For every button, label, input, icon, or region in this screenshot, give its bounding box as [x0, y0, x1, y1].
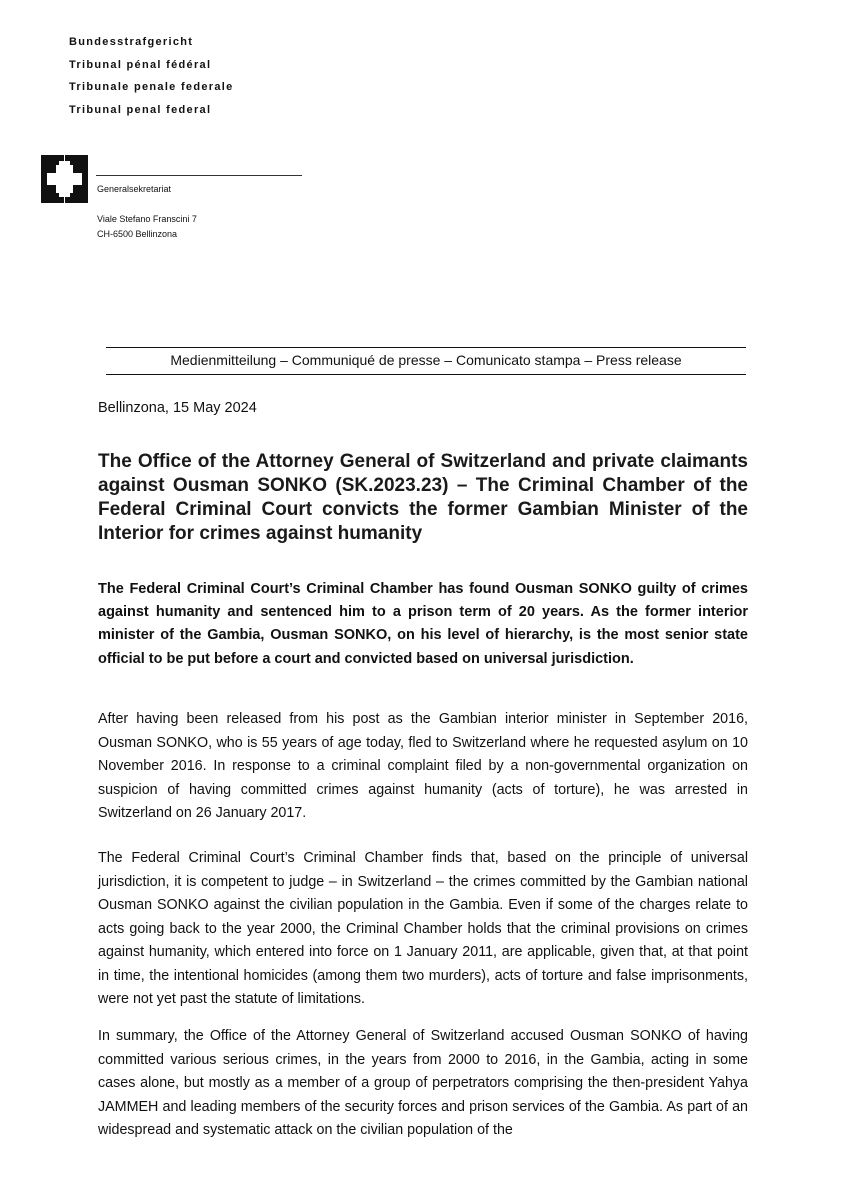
court-name-it: Tribunale penale federale: [69, 81, 234, 93]
court-name-de: Bundesstrafgericht: [69, 36, 194, 48]
press-bar-bottom-rule: [106, 374, 746, 375]
body-paragraph: After having been released from his post as the Gambian interior minister in September 2016, Ousman SONKO, who is 55 years of age today, fled to Switzerland where he requested asylum on 10 November 2016. In response to a criminal complaint filed by a non-governmental organization on suspicion of having committed crimes against humanity (acts of torture), he was arrested in Switzerland on 26 January 2017.: [98, 711, 748, 821]
header-divider: [96, 175, 302, 176]
press-bar-top-rule: [106, 347, 746, 348]
department-name: Generalsekretariat: [97, 184, 172, 194]
swiss-cross-logo-icon: [41, 155, 88, 203]
headline: The Office of the Attorney General of Switzerland and private claimants against Ousman SONKO (SK.2023.23) – The Criminal Chamber of the Federal Criminal Court convicts the former Gambian Minister of the Interior for crimes against humanity: [98, 451, 748, 544]
address-city: CH-6500 Bellinzona: [97, 228, 178, 239]
address-block: [97, 212, 197, 241]
court-name-rm: Tribunal penal federal: [69, 103, 212, 116]
lead-paragraph: The Federal Criminal Court’s Criminal Chamber has found Ousman SONKO guilty of crimes against humanity and sentenced him to a prison term of 20 years. As the former interior minister of the Gambia, Ousman SONKO, on his level of hierarchy, is the most senior state official to be put before a court and convicted based on universal jurisdiction.: [98, 581, 748, 667]
court-names: [69, 31, 234, 121]
address-street: Viale Stefano Franscini 7: [97, 214, 197, 224]
body-paragraph: The Federal Criminal Court’s Criminal Chamber finds that, based on the principle of universal jurisdiction, it is competent to judge – in Switzerland – the crimes committed by the Gambian national Ousman SONKO against the civilian population in the Gambia. Even if some of the charges relate to acts going back to the year 2000, the Criminal Chamber holds that the criminal provisions on crimes against humanity, which entered into force on 1 January 2011, are applicable, given that, at that point in time, the intentional homicides (among them two murders), acts of torture and false imprisonments, were not yet past the statute of limitations.: [98, 850, 748, 1007]
body-paragraph: In summary, the Office of the Attorney General of Switzerland accused Ousman SONKO of having committed various serious crimes, in the years from 2000 to 2016, in the Gambia, acting in some cases alone, but mostly as a member of a group of perpetrators comprising the then-president Yahya JAMMEH and leading members of the security forces and prison services of the Gambia. As part of an widespread and systematic attack on the civilian population of the: [98, 1028, 748, 1138]
dateline: Bellinzona, 15 May 2024: [98, 400, 257, 416]
press-release-label: Medienmitteilung – Communiqué de presse – Comunicato stampa – Press release: [170, 352, 682, 368]
court-name-fr: Tribunal pénal fédéral: [69, 58, 212, 71]
